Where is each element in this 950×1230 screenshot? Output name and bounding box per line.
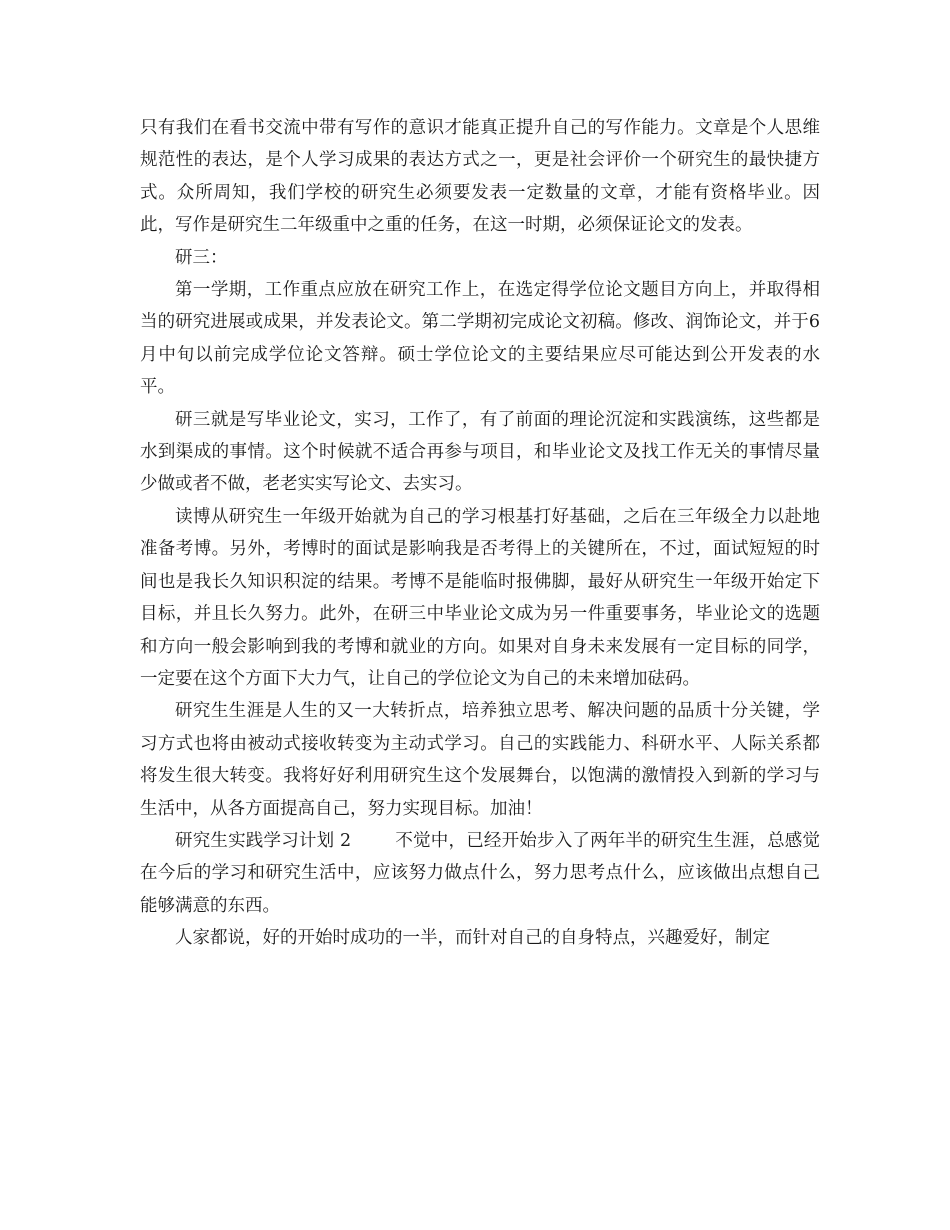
paragraph-thesis-internship: 研三就是写毕业论文，实习，工作了，有了前面的理论沉淀和实践演练，这些都是水到渠成的事情。这个时候就不适合再参与项目，和毕业论文及找工作无关的事情尽量少做或者不做，老老实实写论文、去实习。 [140,409,820,495]
paragraph-phd-preparation: 读博从研究生一年级开始就为自己的学习根基打好基础，之后在三年级全力以赴地准备考博。另外，考博时的面试是影响我是否考得上的关键所在，不过，面试短短的时间也是我长久知识积淀的结果。考博不是能临时报佛脚，最好从研究生一年级开始定下目标，并且长久努力。此外，在研三中毕业论文成为另一件重要事务，毕业论文的选题和方向一般会影响到我的考博和就业的方向。如果对自身未来发展有一定目标的同学，一定要在这个方面下大力气，让自己的学位论文为自己的未来增加砝码。 [140,506,820,689]
paragraph-year-three-heading: 研三： [175,247,228,268]
section-intro: 不觉中，已经开始步入了两年半的研究生生涯，总感觉在今后的学习和研究生活中，应该努力做点什么，努力思考点什么，应该做出点想自己能够满意的东西。 [140,830,820,916]
paragraph-good-start: 人家都说，好的开始时成功的一半，而针对自己的自身特点，兴趣爱好，制定 [175,928,770,949]
document-body [140,112,820,955]
paragraph-graduate-career: 研究生生涯是人生的又一大转折点，培养独立思考、解决问题的品质十分关键，学习方式也将由被动式接收转变为主动式学习。自己的实践能力、科研水平、人际关系都将发生很大转变。我将好好利用研究生这个发展舞台，以饱满的激情投入到新的学习与生活中，从各方面提高自己，努力实现目标。加油！ [140,701,820,819]
paragraph-first-semester: 第一学期，工作重点应放在研究工作上，在选定得学位论文题目方向上，并取得相当的研究进展或成果，并发表论文。第二学期初完成论文初稿。修改、润饰论文，并于6月中旬以前完成学位论文答辩。硕士学位论文的主要结果应尽可能达到公开发表的水平。 [140,280,820,398]
section-heading: 研究生实践学习计划 2 [175,830,352,851]
paragraph-plan-two [140,825,820,922]
paragraph-writing-ability: 只有我们在看书交流中带有写作的意识才能真正提升自己的写作能力。文章是个人思维规范性的表达，是个人学习成果的表达方式之一，更是社会评价一个研究生的最快捷方式。众所周知，我们学校的研究生必须要发表一定数量的文章，才能有资格毕业。因此，写作是研究生二年级重中之重的任务，在这一时期，必须保证论文的发表。 [140,118,820,236]
